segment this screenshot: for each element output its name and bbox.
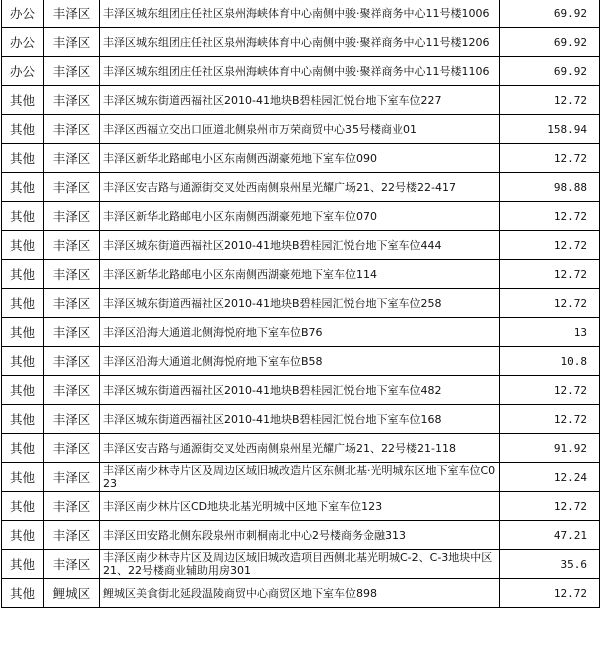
address-cell: 丰泽区西福立交出口匝道北侧泉州市万荣商贸中心35号楼商业01 (100, 115, 500, 144)
district-cell: 丰泽区 (44, 376, 100, 405)
district-cell: 丰泽区 (44, 115, 100, 144)
address-cell: 丰泽区城东街道西福社区2010-41地块B碧桂园汇悦台地下室车位444 (100, 231, 500, 260)
district-cell: 丰泽区 (44, 492, 100, 521)
table-row (2, 347, 600, 376)
table-row (2, 173, 600, 202)
type-cell: 其他 (2, 550, 44, 579)
address-cell: 丰泽区安吉路与通源街交叉处西南侧泉州星光耀广场21、22号楼22-417 (100, 173, 500, 202)
type-cell: 其他 (2, 405, 44, 434)
area-cell: 12.72 (500, 144, 600, 173)
address-cell: 丰泽区新华北路邮电小区东南侧西湖豪苑地下室车位070 (100, 202, 500, 231)
address-cell: 丰泽区南少林片区CD地块北基光明城中区地下室车位123 (100, 492, 500, 521)
district-cell: 丰泽区 (44, 0, 100, 28)
district-cell: 丰泽区 (44, 347, 100, 376)
table-row (2, 463, 600, 492)
table-row (2, 260, 600, 289)
type-cell: 办公 (2, 0, 44, 28)
address-cell: 丰泽区田安路北侧东段泉州市刺桐南北中心2号楼商务金融313 (100, 521, 500, 550)
type-cell: 其他 (2, 347, 44, 376)
table-row (2, 115, 600, 144)
address-cell: 丰泽区新华北路邮电小区东南侧西湖豪苑地下室车位090 (100, 144, 500, 173)
area-cell: 35.6 (500, 550, 600, 579)
table-row (2, 144, 600, 173)
table-row (2, 579, 600, 608)
district-cell: 丰泽区 (44, 260, 100, 289)
district-cell: 丰泽区 (44, 231, 100, 260)
address-cell: 丰泽区城东组团庄任社区泉州海峡体育中心南侧中骏·聚祥商务中心11号楼1106 (100, 57, 500, 86)
area-cell: 158.94 (500, 115, 600, 144)
district-cell: 丰泽区 (44, 434, 100, 463)
district-cell: 丰泽区 (44, 550, 100, 579)
table-row (2, 202, 600, 231)
address-cell: 丰泽区城东组团庄任社区泉州海峡体育中心南侧中骏·聚祥商务中心11号楼1206 (100, 28, 500, 57)
type-cell: 其他 (2, 173, 44, 202)
area-cell: 12.72 (500, 202, 600, 231)
table-row (2, 0, 600, 28)
address-cell: 丰泽区城东街道西福社区2010-41地块B碧桂园汇悦台地下室车位482 (100, 376, 500, 405)
table-row (2, 376, 600, 405)
type-cell: 其他 (2, 202, 44, 231)
district-cell: 丰泽区 (44, 521, 100, 550)
area-cell: 12.72 (500, 492, 600, 521)
address-cell: 丰泽区沿海大通道北侧海悦府地下室车位B58 (100, 347, 500, 376)
type-cell: 其他 (2, 521, 44, 550)
area-cell: 12.72 (500, 579, 600, 608)
district-cell: 丰泽区 (44, 86, 100, 115)
area-cell: 12.72 (500, 231, 600, 260)
address-cell: 丰泽区南少林寺片区及周边区域旧城改造项目西侧北基光明城C-2、C-3地块中区21、22号楼商业辅助用房301 (100, 550, 500, 579)
district-cell: 丰泽区 (44, 463, 100, 492)
type-cell: 办公 (2, 28, 44, 57)
type-cell: 其他 (2, 376, 44, 405)
property-table (1, 0, 600, 608)
type-cell: 其他 (2, 115, 44, 144)
table-row (2, 550, 600, 579)
district-cell: 丰泽区 (44, 405, 100, 434)
address-cell: 鲤城区美食街北延段温陵商贸中心商贸区地下室车位898 (100, 579, 500, 608)
type-cell: 其他 (2, 260, 44, 289)
table-body (2, 0, 600, 608)
table-row (2, 289, 600, 318)
address-cell: 丰泽区城东组团庄任社区泉州海峡体育中心南侧中骏·聚祥商务中心11号楼1006 (100, 0, 500, 28)
address-cell: 丰泽区南少林寺片区及周边区域旧城改造片区东侧北基·光明城东区地下室车位C023 (100, 463, 500, 492)
type-cell: 其他 (2, 144, 44, 173)
address-cell: 丰泽区城东街道西福社区2010-41地块B碧桂园汇悦台地下室车位258 (100, 289, 500, 318)
district-cell: 丰泽区 (44, 318, 100, 347)
table-row (2, 231, 600, 260)
type-cell: 其他 (2, 318, 44, 347)
district-cell: 丰泽区 (44, 144, 100, 173)
table-row (2, 86, 600, 115)
area-cell: 13 (500, 318, 600, 347)
area-cell: 98.88 (500, 173, 600, 202)
area-cell: 12.72 (500, 86, 600, 115)
area-cell: 69.92 (500, 28, 600, 57)
area-cell: 47.21 (500, 521, 600, 550)
table-row (2, 434, 600, 463)
type-cell: 其他 (2, 463, 44, 492)
type-cell: 其他 (2, 86, 44, 115)
type-cell: 办公 (2, 57, 44, 86)
area-cell: 12.72 (500, 260, 600, 289)
table-row (2, 492, 600, 521)
district-cell: 丰泽区 (44, 202, 100, 231)
type-cell: 其他 (2, 579, 44, 608)
type-cell: 其他 (2, 492, 44, 521)
type-cell: 其他 (2, 434, 44, 463)
area-cell: 12.72 (500, 405, 600, 434)
address-cell: 丰泽区城东街道西福社区2010-41地块B碧桂园汇悦台地下室车位168 (100, 405, 500, 434)
type-cell: 其他 (2, 231, 44, 260)
district-cell: 丰泽区 (44, 28, 100, 57)
address-cell: 丰泽区新华北路邮电小区东南侧西湖豪苑地下室车位114 (100, 260, 500, 289)
district-cell: 丰泽区 (44, 173, 100, 202)
address-cell: 丰泽区沿海大通道北侧海悦府地下室车位B76 (100, 318, 500, 347)
area-cell: 10.8 (500, 347, 600, 376)
table-row (2, 28, 600, 57)
area-cell: 69.92 (500, 57, 600, 86)
area-cell: 12.24 (500, 463, 600, 492)
address-cell: 丰泽区城东街道西福社区2010-41地块B碧桂园汇悦台地下室车位227 (100, 86, 500, 115)
district-cell: 丰泽区 (44, 289, 100, 318)
area-cell: 12.72 (500, 376, 600, 405)
area-cell: 91.92 (500, 434, 600, 463)
table-row (2, 521, 600, 550)
table-row (2, 405, 600, 434)
area-cell: 69.92 (500, 0, 600, 28)
type-cell: 其他 (2, 289, 44, 318)
table-row (2, 57, 600, 86)
table-row (2, 318, 600, 347)
district-cell: 丰泽区 (44, 57, 100, 86)
district-cell: 鲤城区 (44, 579, 100, 608)
address-cell: 丰泽区安吉路与通源街交叉处西南侧泉州星光耀广场21、22号楼21-118 (100, 434, 500, 463)
area-cell: 12.72 (500, 289, 600, 318)
